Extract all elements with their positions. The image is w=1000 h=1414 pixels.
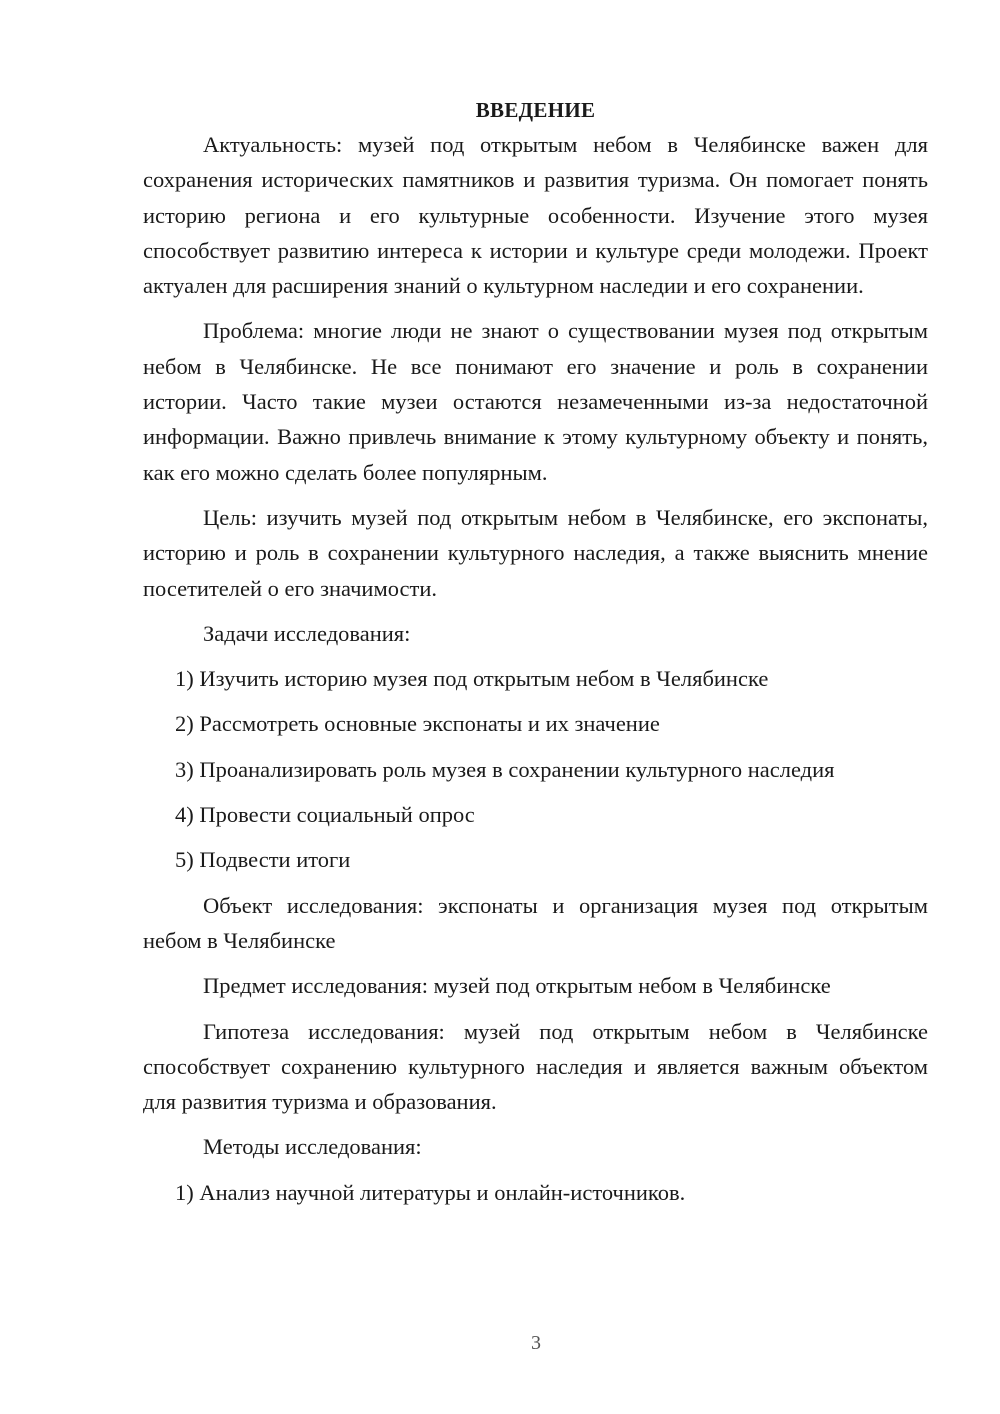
hypothesis-paragraph: Гипотеза исследования: музей под открытым небом в Челябинске способствует сохранению культурного наследия и является важным объектом для развития туризма и образования. <box>143 1018 928 1115</box>
subject-paragraph: Предмет исследования: музей под открытым небом в Челябинске <box>203 973 831 999</box>
object-paragraph: Объект исследования: экспонаты и организация музея под открытым небом в Челябинске <box>143 892 928 953</box>
method-item-1: 1) Анализ научной литературы и онлайн-источников. <box>175 1179 686 1205</box>
document-page <box>143 95 928 1220</box>
task-item-2: 2) Рассмотреть основные экспонаты и их значение <box>175 711 660 737</box>
page-title: ВВЕДЕНИЕ <box>475 98 596 122</box>
methods-heading: Методы исследования: <box>203 1134 422 1160</box>
goal-paragraph: Цель: изучить музей под открытым небом в Челябинске, его экспонаты, историю и роль в сохранении культурного наследия, а также выяснить мнение посетителей о его значимости. <box>143 504 928 601</box>
task-item-4: 4) Провести социальный опрос <box>175 802 475 828</box>
problem-paragraph: Проблема: многие люди не знают о существовании музея под открытым небом в Челябинске. Не все понимают его значение и роль в сохранении истории. Часто такие музеи остаются незамеченными из-за недостаточной информации. Важно привлечь внимание к этому культурному объекту и понять, как его можно сделать более популярным. <box>143 318 928 485</box>
task-item-5: 5) Подвести итоги <box>175 847 351 873</box>
task-item-3: 3) Проанализировать роль музея в сохранении культурного наследия <box>175 756 835 782</box>
task-item-1: 1) Изучить историю музея под открытым небом в Челябинске <box>175 666 769 692</box>
page-number: 3 <box>531 1332 541 1354</box>
relevance-paragraph: Актуальность: музей под открытым небом в Челябинске важен для сохранения исторических памятников и развития туризма. Он помогает понять историю региона и его культурные особенности. Изучение этого музея способствует развитию интереса к истории и культуре среди молодежи. Проект актуален для расширения знаний о культурном наследии и его сохранении. <box>143 132 928 299</box>
tasks-heading: Задачи исследования: <box>203 620 411 646</box>
